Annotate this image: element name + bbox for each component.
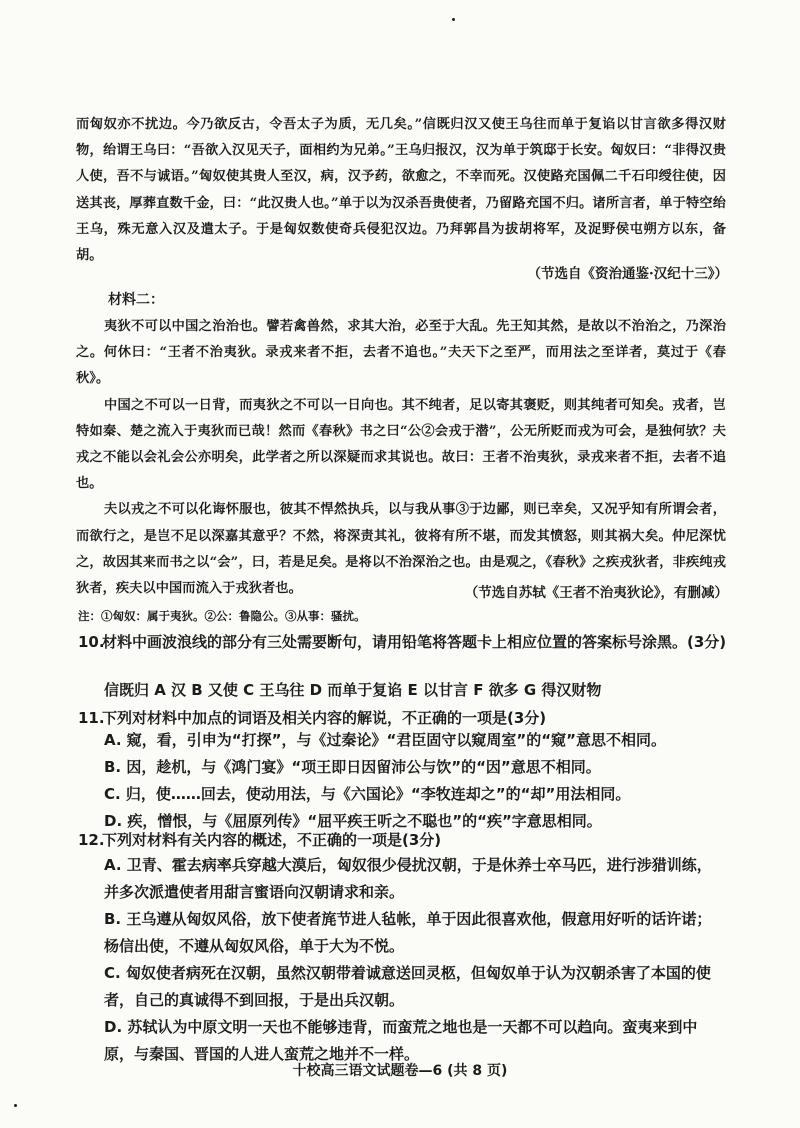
footnote: 注：①匈奴：属于夷狄。②公：鲁隐公。③从事：骚扰。: [78, 609, 366, 623]
question-12: [78, 828, 728, 852]
material-two-passage: [76, 314, 726, 602]
material-one-source: （节选自《资治通鉴·汉纪十三》）: [527, 266, 728, 282]
material-two-paragraph-1: 夷狄不可以中国之治治也。譬若禽兽然，求其大治，必至于大乱。先王知其然，是故以不治治之，乃深治之。何休曰：“王者不治夷狄。录戎来者不拒，去者不追也。”夫天下之至严，而用法之至详者，莫过于《春秋》。: [76, 319, 726, 387]
scan-speck: [452, 18, 455, 21]
question-11-number: 11.: [78, 709, 105, 727]
question-12-option-a: A. 卫青、霍去病率兵穿越大漠后，匈奴很少侵扰汉朝，于是休养士卒马匹，进行涉猎训练，并多次派遣使者用甜言蜜语向汉朝请求和亲。: [104, 856, 712, 901]
question-11-option-a: A. 窥，看，引申为“打探”，与《过秦论》“君臣固守以窥周室”的“窥”意思不相同。: [104, 731, 666, 749]
material-one-text: 而匈奴亦不扰边。今乃欲反古，令吾太子为质，无几矣。”信既归汉又使王乌往而单于复谄以甘言欲多得汉财物，绐谓王乌曰：“吾欲入汉见天子，面相约为兄弟。”王乌归报汉，汉为单于筑邸于长安。匈奴曰：“非得汉贵人使，吾不与诚语。”匈奴使其贵人至汉，病，汉予药，欲愈之，不幸而死。汉使路充国佩二千石印绶往使，因送其丧，厚葬直数千金，曰：“此汉贵人也。”单于以为汉杀吾贵使者，乃留路充国不归。诸所言者，单于特空绐王乌，殊无意入汉及遣太子。于是匈奴数使奇兵侵犯汉边。乃拜郭昌为拔胡将军，及浞野侯屯朔方以东，备胡。: [76, 117, 726, 264]
question-10-stem: 材料中画波浪线的部分有三处需要断句，请用铅笔将答题卡上相应位置的答案标号涂黑。(3分): [102, 633, 727, 651]
question-10-answer-line: 信既归 A 汉 B 又使 C 王乌往 D 而单于复谄 E 以甘言 F 欲多 G 得汉财物: [104, 681, 602, 699]
question-12-options: [104, 852, 726, 1068]
question-11-option-c: C. 归，使……回去，使动用法，与《六国论》“李牧连却之”的“却”用法相同。: [104, 785, 631, 803]
question-11-stem: 下列对材料中加点的词语及相关内容的解说，不正确的一项是(3分): [102, 709, 547, 727]
page-footer: 十校高三语文试题卷—6 (共 8 页): [292, 1063, 508, 1079]
material-one-passage: [76, 112, 726, 269]
scan-speck: [14, 1104, 17, 1107]
question-11-option-b: B. 因，趁机，与《鸿门宴》“项王即日因留沛公与饮”的“因”意思不相同。: [104, 758, 601, 776]
material-two-paragraph-2: 中国之不可以一日背，而夷狄之不可以一日向也。其不纯者，足以寄其褒贬，则其纯者可知矣。戎者，岂特如秦、楚之流入于夷狄而已哉！然而《春秋》书之曰“公②会戎于潜”，公无所贬而戎为可会，是独何欤？夫戎之不能以会礼会公亦明矣，此学者之所以深疑而求其说也。故曰：王者不治夷狄，录戎来者不拒，去者不追也。: [76, 397, 726, 492]
question-10: [78, 630, 728, 654]
question-11-option-d: D. 疾，憎恨，与《屈原列传》“屈平疾王听之不聪也”的“疾”字意思相同。: [104, 812, 602, 830]
material-two-source: （节选自苏轼《王者不治夷狄论》，有删减）: [464, 585, 728, 601]
material-two-paragraph-3: 夫以戎之不可以化诲怀服也，彼其不悍然执兵，以与我从事③于边鄙，则已幸矣，又况乎知有所谓会者，而欲行之，是岂不足以深嘉其意乎？不然，将深责其礼，彼将有所不堪，而发其愤怒，则其祸大矣。仲尼深忧之，故因其来而书之以“会”，曰，若是足矣。是将以不治深治之也。由是观之，《春秋》之疾戎狄者，非疾纯戎狄者，疾夫以中国而流入于戎狄者也。: [76, 502, 726, 597]
question-10-number: 10.: [78, 633, 105, 651]
question-12-option-d: D. 苏轼认为中原文明一天也不能够违背，而蛮荒之地也是一天都不可以趋向。蛮夷来到中原，与秦国、晋国的人进人蛮荒之地并不一样。: [104, 1018, 698, 1063]
material-two-heading: 材料二：: [108, 292, 164, 308]
question-12-number: 12.: [78, 831, 105, 849]
question-11-options: [104, 727, 726, 835]
question-12-stem: 下列对材料有关内容的概述，不正确的一项是(3分): [102, 831, 442, 849]
question-12-option-c: C. 匈奴使者病死在汉朝，虽然汉朝带着诚意送回灵柩，但匈奴单于认为汉朝杀害了本国的使者，自己的真诚得不到回报，于是出兵汉朝。: [104, 964, 711, 1009]
question-12-option-b: B. 王乌遵从匈奴风俗，放下使者旄节进人毡帐，单于因此很喜欢他，假意用好听的话许诺；杨信出使，不遵从匈奴风俗，单于大为不悦。: [104, 910, 712, 955]
